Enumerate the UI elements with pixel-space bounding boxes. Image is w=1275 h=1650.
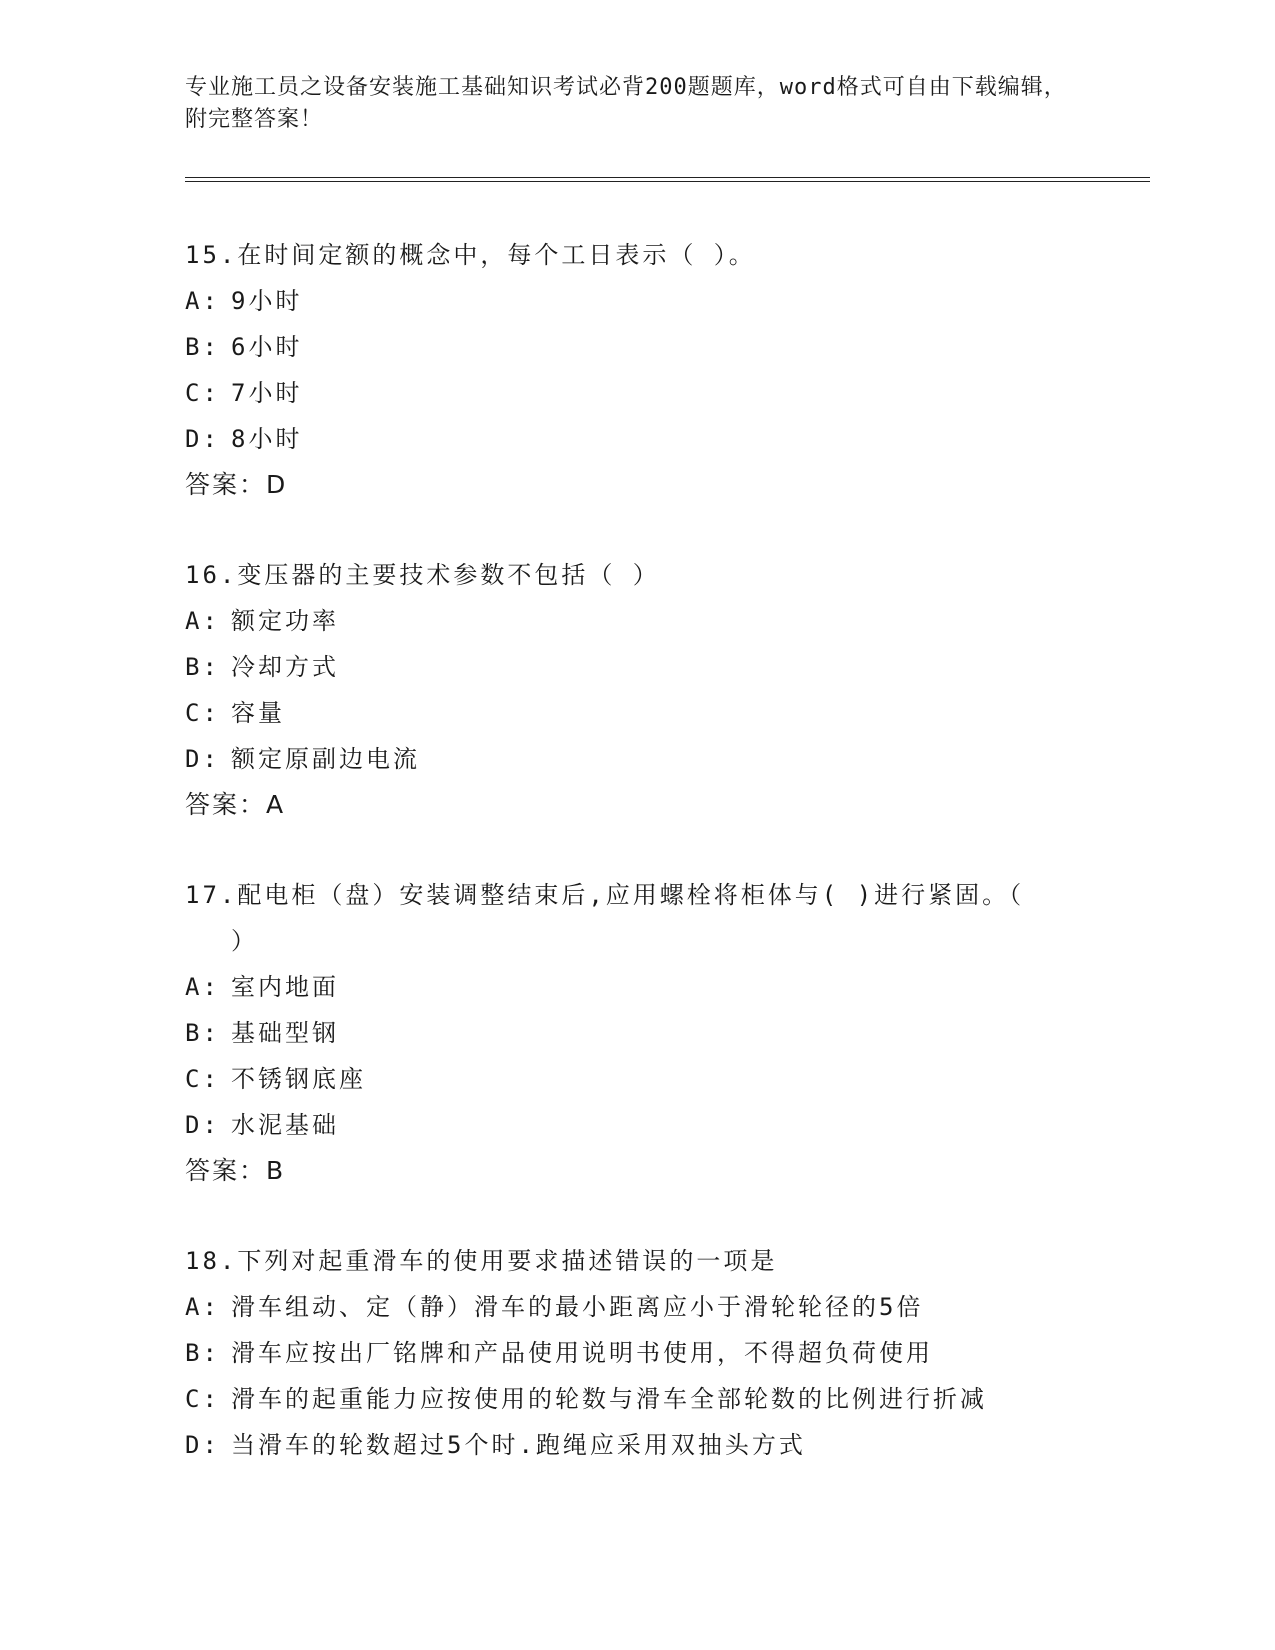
question-title: 18.下列对起重滑车的使用要求描述错误的一项是 <box>185 1247 778 1275</box>
option-key: C: <box>185 379 220 407</box>
option-text: 7小时 <box>231 379 303 407</box>
option-text: 滑车应按出厂铭牌和产品使用说明书使用，不得超负荷使用 <box>231 1339 933 1367</box>
option-text: 容量 <box>231 699 285 727</box>
question-title-text: 17.配电柜（盘）安装调整结束后,应用螺栓将柜体与( )进行紧固。（ <box>185 881 1025 909</box>
option-b <box>185 1010 1085 1056</box>
option-c <box>185 690 1085 736</box>
option-key: C: <box>185 1065 220 1093</box>
option-c <box>185 1376 1085 1422</box>
answer-label: 答案：B <box>185 1156 286 1185</box>
option-d <box>185 1422 1085 1468</box>
option-key: D: <box>185 425 220 453</box>
option-text: 基础型钢 <box>231 1019 339 1047</box>
option-text: 滑车组动、定（静）滑车的最小距离应小于滑轮轮径的5倍 <box>231 1293 924 1321</box>
option-text: 8小时 <box>231 425 303 453</box>
question-17 <box>185 872 1085 1194</box>
option-text: 额定原副边电流 <box>231 745 420 773</box>
option-key: D: <box>185 745 220 773</box>
option-key: D: <box>185 1431 220 1459</box>
option-key: A: <box>185 973 220 1001</box>
option-d <box>185 736 1085 782</box>
option-text: 冷却方式 <box>231 653 339 681</box>
question-title: 15.在时间定额的概念中，每个工日表示（ ）。 <box>185 241 756 269</box>
header-divider-top <box>185 177 1150 178</box>
option-key: B: <box>185 1019 220 1047</box>
option-d <box>185 1102 1085 1148</box>
option-text: 水泥基础 <box>231 1111 339 1139</box>
question-16 <box>185 552 1085 828</box>
option-key: A: <box>185 1293 220 1321</box>
option-text: 6小时 <box>231 333 303 361</box>
option-key: C: <box>185 699 220 727</box>
answer-label: 答案：A <box>185 790 286 819</box>
option-a <box>185 278 1085 324</box>
question-15 <box>185 232 1085 508</box>
option-c <box>185 1056 1085 1102</box>
option-d <box>185 416 1085 462</box>
option-key: B: <box>185 1339 220 1367</box>
answer-label: 答案：D <box>185 470 288 499</box>
option-key: D: <box>185 1111 220 1139</box>
option-text: 9小时 <box>231 287 303 315</box>
option-key: C: <box>185 1385 220 1413</box>
question-18 <box>185 1238 1085 1468</box>
option-b <box>185 1330 1085 1376</box>
question-title: 16.变压器的主要技术参数不包括（ ） <box>185 561 660 589</box>
option-a <box>185 964 1085 1010</box>
header-divider-bottom <box>185 181 1150 182</box>
option-key: A: <box>185 287 220 315</box>
option-key: B: <box>185 653 220 681</box>
option-text: 当滑车的轮数超过5个时.跑绳应采用双抽头方式 <box>231 1431 806 1459</box>
document-header: 专业施工员之设备安装施工基础知识考试必背200题题库，word格式可自由下载编辑，附完整答案！ <box>185 75 1067 132</box>
question-title-continuation: ） <box>231 927 258 955</box>
option-a <box>185 1284 1085 1330</box>
option-key: B: <box>185 333 220 361</box>
option-b <box>185 644 1085 690</box>
option-text: 室内地面 <box>231 973 339 1001</box>
option-b <box>185 324 1085 370</box>
option-text: 额定功率 <box>231 607 339 635</box>
option-text: 滑车的起重能力应按使用的轮数与滑车全部轮数的比例进行折减 <box>231 1385 987 1413</box>
option-c <box>185 370 1085 416</box>
option-a <box>185 598 1085 644</box>
question-title <box>185 872 1085 964</box>
option-text: 不锈钢底座 <box>231 1065 366 1093</box>
option-key: A: <box>185 607 220 635</box>
